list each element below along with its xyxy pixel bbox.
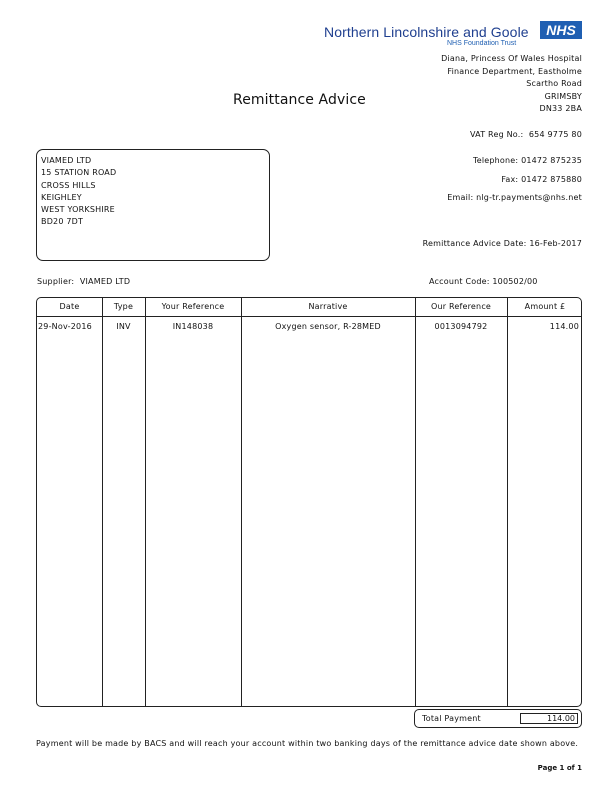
fax-label: Fax: bbox=[501, 175, 519, 184]
supplier-address-line: KEIGHLEY bbox=[41, 192, 82, 202]
payment-footnote: Payment will be made by BACS and will reach your account within two banking days of the remittance advice date shown above. bbox=[36, 739, 579, 748]
page-number: Page 1 of 1 bbox=[537, 764, 582, 772]
remittance-date-value: 16-Feb-2017 bbox=[529, 239, 582, 248]
cell-narrative: Oxygen sensor, R-28MED bbox=[275, 322, 381, 331]
total-payment-label: Total Payment bbox=[422, 714, 481, 723]
cell-date: 29-Nov-2016 bbox=[38, 322, 92, 331]
telephone-line bbox=[473, 156, 582, 165]
telephone-label: Telephone: bbox=[472, 156, 519, 165]
hospital-address-line: Diana, Princess Of Wales Hospital bbox=[441, 54, 582, 63]
supplier-label: Supplier: bbox=[37, 277, 75, 286]
supplier-value: VIAMED LTD bbox=[79, 277, 131, 286]
cell-your-reference: IN148038 bbox=[172, 322, 214, 331]
vat-value: 654 9775 80 bbox=[528, 130, 582, 139]
column-header-amount: Amount £ bbox=[524, 302, 566, 311]
vat-reg-line bbox=[470, 130, 582, 139]
column-divider bbox=[241, 298, 242, 706]
total-payment-value: 114.00 bbox=[520, 713, 578, 724]
email-line bbox=[447, 193, 582, 202]
remittance-table bbox=[36, 297, 582, 707]
hospital-address-line: Scartho Road bbox=[526, 79, 582, 89]
supplier-line bbox=[37, 277, 130, 286]
column-header-our-reference: Our Reference bbox=[430, 302, 492, 311]
column-header-date: Date bbox=[59, 302, 80, 311]
trust-name: Northern Lincolnshire and Goole bbox=[324, 24, 529, 40]
column-divider bbox=[507, 298, 508, 706]
supplier-address bbox=[41, 155, 116, 229]
cell-type: INV bbox=[116, 322, 131, 331]
remittance-date-label: Remittance Advice Date: bbox=[422, 239, 527, 248]
remittance-date-line bbox=[423, 239, 582, 248]
column-header-narrative: Narrative bbox=[308, 302, 348, 311]
hospital-address-line: DN33 2BA bbox=[539, 104, 582, 114]
hospital-address bbox=[441, 53, 582, 116]
trust-subtitle: NHS Foundation Trust bbox=[447, 40, 517, 47]
cell-our-reference: 0013094792 bbox=[434, 322, 488, 331]
account-code-value: 100502/00 bbox=[492, 277, 538, 286]
column-divider bbox=[145, 298, 146, 706]
email-label: Email: bbox=[447, 193, 474, 202]
hospital-address-line: Finance Department, Eastholme bbox=[447, 66, 582, 76]
column-divider bbox=[415, 298, 416, 706]
table-header-divider bbox=[37, 316, 581, 317]
column-header-type: Type bbox=[113, 302, 134, 311]
nhs-logo-badge: NHS bbox=[540, 21, 582, 39]
supplier-address-line: CROSS HILLS bbox=[41, 180, 96, 190]
hospital-address-line: GRIMSBY bbox=[544, 91, 582, 101]
supplier-address-line: BD20 7DT bbox=[41, 217, 84, 227]
telephone-value: 01472 875235 bbox=[521, 156, 582, 165]
supplier-address-line: WEST YORKSHIRE bbox=[41, 205, 115, 215]
email-value: nlg-tr.payments@nhs.net bbox=[476, 193, 582, 202]
fax-value: 01472 875880 bbox=[521, 175, 582, 184]
document-title: Remittance Advice bbox=[233, 92, 366, 108]
column-header-your-reference: Your Reference bbox=[161, 302, 225, 311]
account-code-label: Account Code: bbox=[429, 277, 490, 286]
account-code-line bbox=[429, 277, 538, 286]
cell-amount: 114.00 bbox=[549, 322, 579, 331]
supplier-address-line: VIAMED LTD bbox=[41, 156, 92, 165]
vat-label: VAT Reg No.: bbox=[470, 130, 524, 139]
column-divider bbox=[102, 298, 103, 706]
fax-line bbox=[501, 175, 582, 184]
supplier-address-line: 15 STATION ROAD bbox=[41, 168, 117, 178]
